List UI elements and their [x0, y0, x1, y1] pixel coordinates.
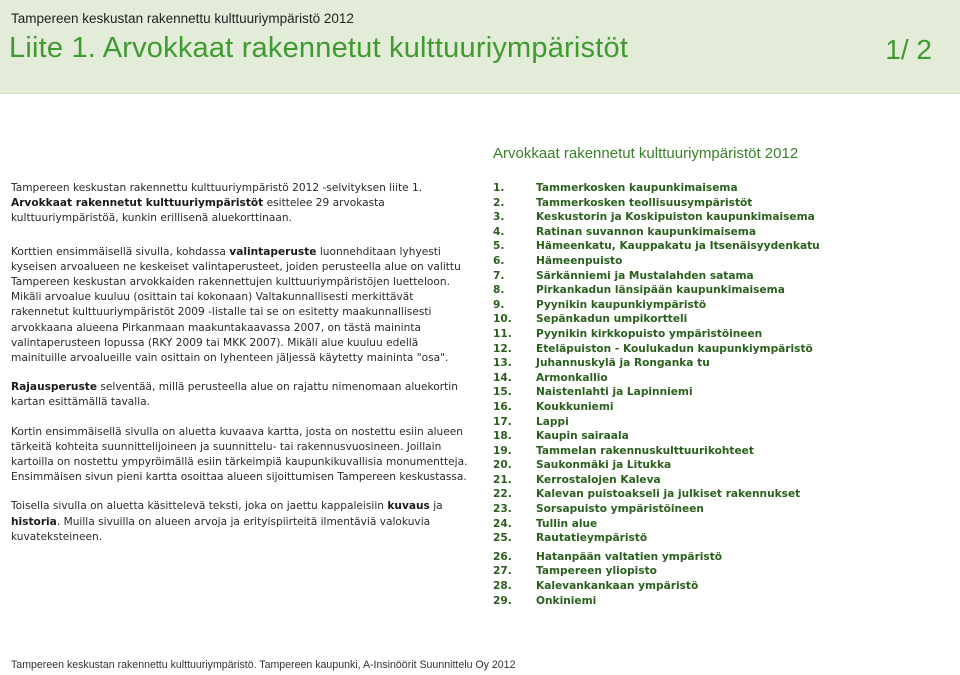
list-item-name: Hatanpään valtatien ympäristö	[536, 550, 723, 563]
list-item-name: Lappi	[536, 415, 569, 428]
list-item	[493, 517, 820, 532]
list-item-number: 16.	[493, 400, 512, 413]
list-item-number: 25.	[493, 532, 512, 545]
list-item	[493, 210, 820, 225]
list-item	[493, 181, 820, 196]
list-item-number: 23.	[493, 503, 512, 516]
list-item	[493, 225, 820, 240]
list-item-name: Pyynikin kaupunkiympäristö	[536, 298, 707, 311]
list-item-number: 15.	[493, 386, 512, 399]
page-title: Liite 1. Arvokkaat rakennetut kulttuuriympäristöt	[9, 32, 629, 64]
list-item-name: Eteläpuiston - Koulukadun kaupunkiympäristö	[536, 342, 813, 355]
intro-text-column	[11, 181, 473, 559]
list-item-number: 4.	[493, 225, 505, 238]
list-item-number: 12.	[493, 342, 512, 355]
list-item-name: Ratinan suvannon kaupunkimaisema	[536, 225, 756, 238]
list-item	[493, 550, 820, 565]
list-item	[493, 564, 820, 579]
intro-text-2: esittelee 29 arvokasta kulttuuriympäristöä, kunkin erillisenä aluekorttinaan.	[11, 197, 385, 225]
list-item-number: 17.	[493, 415, 512, 428]
list-item-number: 9.	[493, 298, 505, 311]
list-item-name: Sorsapuisto ympäristöineen	[536, 503, 704, 516]
list-item-number: 29.	[493, 594, 512, 607]
list-item	[493, 487, 820, 502]
list-item-name: Tammerkosken kaupunkimaisema	[536, 182, 738, 194]
cards-text-2: luonnehditaan lyhyesti kyseisen arvoalueen ne keskeiset valintaperusteet, joiden perusteella alue on valittu Tampereen keskustan arvokkaiden rakennettujen kulttuuriympäristöjen luetteloon. Mikäli arvoalue kuuluu (osittain tai kokonaan) Valtakunnallisesti merkittävät rakennetut kulttuuriympäristöt 2009 -listalle tai se on esitetty maakunnallisesti arvokkaana alueena Pirkanmaan maakuntakaavassa 2007, on tästä maininta valintaperusteen lopussa (RKY 2009 tai MKK 2007). Mikäli alue kuuluu edellä mainituille arvoalueille vain osittain on lyhenteen jäljessä käytetty maininta "osa".	[11, 245, 461, 365]
list-item-name: Särkänniemi ja Mustalahden satama	[536, 269, 754, 282]
footer-text: Tampereen keskustan rakennettu kulttuuriympäristö. Tampereen kaupunki, A-Insinöörit Suunnittelu Oy 2012	[11, 659, 516, 671]
list-item-number: 24.	[493, 517, 512, 530]
list-item	[493, 594, 820, 609]
intro-text-1: Tampereen keskustan rakennettu kulttuuriympäristö 2012 -selvityksen liite 1.	[11, 182, 423, 194]
list-item-number: 28.	[493, 580, 512, 593]
list-item-name: Tullin alue	[536, 517, 598, 530]
cards-paragraph	[11, 245, 473, 367]
list-item-number: 11.	[493, 327, 512, 340]
list-item-name: Hämeenpuisto	[536, 254, 623, 267]
cards-text-1: Korttien ensimmäisellä sivulla, kohdassa	[11, 245, 230, 258]
list-item-number: 21.	[493, 473, 512, 486]
list-item-number: 3.	[493, 211, 505, 224]
boundary-paragraph	[11, 380, 473, 410]
list-item-number: 27.	[493, 565, 512, 578]
list-item-number: 1.	[493, 182, 505, 194]
list-item	[493, 298, 820, 313]
second-text-2: ja	[429, 500, 443, 513]
list-item-number: 2.	[493, 196, 505, 209]
list-item	[493, 385, 820, 400]
second-bold-1: kuvaus	[387, 500, 430, 513]
list-item-name: Keskustorin ja Koskipuiston kaupunkimaisema	[536, 211, 815, 224]
list-item-name: Pirkankadun länsipään kaupunkimaisema	[536, 284, 785, 297]
list-item-name: Onkiniemi	[536, 594, 597, 607]
list-item	[493, 327, 820, 342]
list-item-number: 8.	[493, 284, 505, 297]
list-item	[493, 458, 820, 473]
list-item-name: Rautatieympäristö	[536, 532, 648, 545]
list-item	[493, 283, 820, 298]
list-item-number: 13.	[493, 357, 512, 370]
list-item-name: Kalevankankaan ympäristö	[536, 580, 699, 593]
list-item-number: 10.	[493, 313, 512, 326]
list-item	[493, 579, 820, 594]
list-item-name: Kaupin sairaala	[536, 430, 629, 443]
list-item	[493, 312, 820, 327]
list-item-name: Juhannuskylä ja Ronganka tu	[536, 357, 710, 370]
list-item	[493, 502, 820, 517]
list-item	[493, 415, 820, 430]
second-page-paragraph	[11, 499, 473, 545]
list-item	[493, 400, 820, 415]
list-item-name: Sepänkadun umpikortteli	[536, 313, 688, 326]
intro-paragraph	[11, 181, 473, 227]
list-item-name: Kalevan puistoakseli ja julkiset rakennukset	[536, 488, 801, 501]
list-item	[493, 371, 820, 386]
list-item	[493, 239, 820, 254]
list-item-name: Pyynikin kirkkopuisto ympäristöineen	[536, 327, 763, 340]
list-item	[493, 254, 820, 269]
list-item-number: 20.	[493, 459, 512, 472]
list-item-number: 26.	[493, 550, 512, 563]
list-item	[493, 473, 820, 488]
list-item-number: 14.	[493, 371, 512, 384]
list-item-number: 5.	[493, 240, 505, 253]
second-bold-2: historia	[11, 515, 57, 528]
list-item-number: 18.	[493, 430, 512, 443]
boundary-bold-1: Rajausperuste	[11, 381, 98, 394]
list-item-name: Naistenlahti ja Lapinniemi	[536, 386, 693, 399]
environment-list	[493, 181, 820, 608]
map-paragraph: Kortin ensimmäisellä sivulla on aluetta kuvaava kartta, josta on nostettu esiin alueen tärkeitä kohteita suunnittelijoineen ja suunnittelu- tai rakennusvuosineen. Joillain kartoilla on nostettu ympyröimällä esiin tärkeimpiä kaupunkikuvallisia monumentteja. Ensimmäisen sivun pieni kartta osoittaa alueen sijoittumisen Tampereen keskustassa.	[11, 425, 468, 484]
list-item	[493, 531, 820, 546]
header-band	[0, 0, 960, 94]
list-item-name: Hämeenkatu, Kauppakatu ja Itsenäisyydenkatu	[536, 240, 820, 253]
list-item	[493, 342, 820, 357]
header-top-label: Tampereen keskustan rakennettu kulttuuriympäristö 2012	[11, 11, 354, 26]
list-item-number: 7.	[493, 269, 505, 282]
list-item-name: Tammerkosken teollisuusympäristöt	[536, 196, 753, 209]
list-item	[493, 444, 820, 459]
boundary-text-1: selventää, millä perusteella alue on rajattu nimenomaan aluekortin kartan esittämällä tavalla.	[11, 381, 458, 409]
list-item-number: 6.	[493, 254, 505, 267]
list-item-name: Saukonmäki ja Litukka	[536, 459, 672, 472]
list-item-name: Tammelan rakennuskulttuurikohteet	[536, 444, 754, 457]
list-item	[493, 269, 820, 284]
second-text-1: Toisella sivulla on aluetta käsittelevä teksti, joka on jaettu kappaleisiin	[11, 500, 388, 513]
list-item-name: Koukkuniemi	[536, 400, 614, 413]
cards-bold-1: valintaperuste	[229, 245, 317, 258]
list-item-name: Kerrostalojen Kaleva	[536, 473, 661, 486]
second-text-3: . Muilla sivuilla on alueen arvoja ja erityispiirteitä ilmentäviä valokuvia kuvateksteineen.	[11, 515, 431, 543]
list-item	[493, 429, 820, 444]
list-item-name: Armonkallio	[536, 371, 608, 384]
list-item	[493, 196, 820, 211]
intro-bold-1: Arvokkaat rakennetut kulttuuriympäristöt	[11, 197, 264, 210]
page-number: 1/ 2	[885, 34, 932, 65]
list-heading: Arvokkaat rakennetut kulttuuriympäristöt 2012	[493, 145, 799, 162]
list-item-number: 19.	[493, 444, 512, 457]
list-item-number: 22.	[493, 488, 512, 501]
list-item-name: Tampereen yliopisto	[536, 565, 657, 578]
list-item	[493, 356, 820, 371]
